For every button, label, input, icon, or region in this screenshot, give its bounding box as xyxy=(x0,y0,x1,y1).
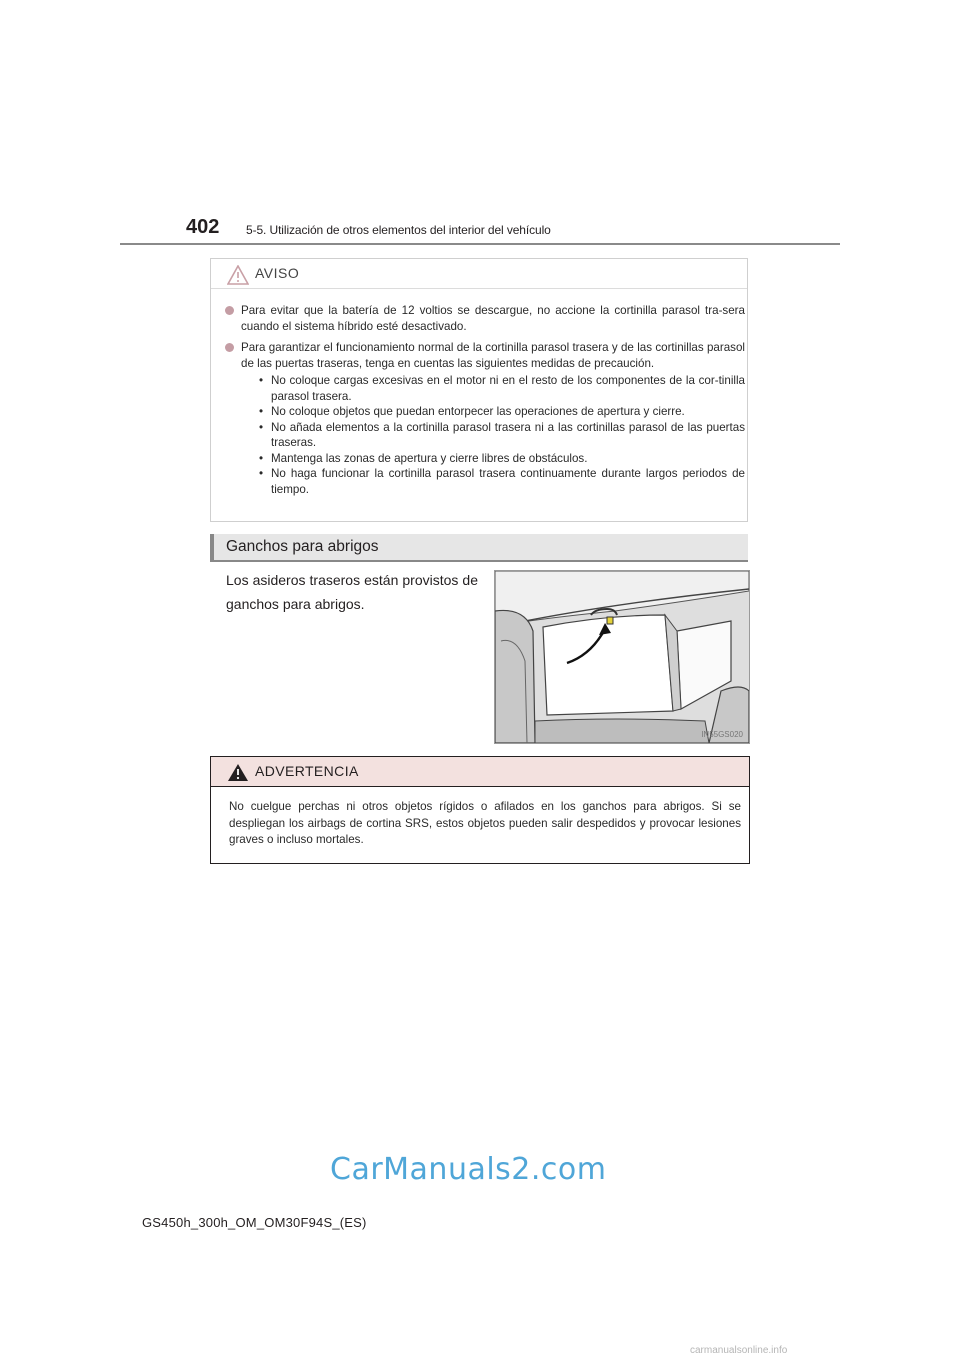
page-number: 402 xyxy=(186,216,220,238)
section-heading xyxy=(210,534,748,562)
watermark: CarManuals2.com xyxy=(330,1152,607,1187)
precaution-item xyxy=(259,373,745,404)
precaution-list xyxy=(259,373,745,497)
caution-bullet xyxy=(225,340,745,497)
section-heading-title: Ganchos para abrigos xyxy=(226,538,379,555)
manual-code: GS450h_300h_OM_OM30F94S_(ES) xyxy=(142,1215,367,1230)
precaution-item-text: No coloque objetos que puedan entorpecer las operaciones de apertura y cierre. xyxy=(271,405,685,418)
coat-hook-illustration xyxy=(494,570,750,744)
caution-box xyxy=(210,258,748,522)
warning-box xyxy=(210,756,750,864)
caution-body xyxy=(225,303,745,503)
warning-header xyxy=(211,757,749,787)
sub-bullet-marker: • xyxy=(259,405,264,418)
caution-header xyxy=(211,259,747,289)
header-divider xyxy=(120,243,840,245)
coat-hooks-description: Los asideros traseros están provistos de ganchos para abrigos. xyxy=(226,572,478,612)
sub-bullet-marker: • xyxy=(259,451,264,465)
precaution-item xyxy=(259,420,745,451)
warning-triangle-icon xyxy=(227,763,249,782)
precaution-item-text: No haga funcionar la cortinilla parasol trasera continuamente durante largos periodos de tiempo. xyxy=(271,467,745,496)
sub-bullet-marker: • xyxy=(259,467,264,480)
precaution-item xyxy=(259,404,745,420)
caution-title: AVISO xyxy=(255,265,300,281)
precaution-item xyxy=(259,466,745,497)
section-heading-underline xyxy=(214,560,748,562)
sub-bullet-marker: • xyxy=(259,420,264,434)
precaution-item-text: Mantenga las zonas de apertura y cierre libres de obstáculos. xyxy=(271,451,588,465)
bullet-dot-icon xyxy=(225,343,234,352)
caution-bullet-text: Para evitar que la batería de 12 voltios se descargue, no accione la cortinilla parasol tra-sera cuando el sistema híbrido esté desactivado. xyxy=(241,304,745,333)
car-interior-drawing-icon xyxy=(495,571,749,743)
precaution-item-text: No añada elementos a la cortinilla parasol trasera ni a las cortinillas parasol de las puertas traseras. xyxy=(271,420,745,449)
watermark-bottom: carmanualsonline.info xyxy=(690,1345,788,1356)
section-title: 5-5. Utilización de otros elementos del interior del vehículo xyxy=(246,223,551,237)
sub-bullet-marker: • xyxy=(259,374,264,387)
bullet-dot-icon xyxy=(225,306,234,315)
image-code: IN55GS020 xyxy=(701,730,743,739)
precaution-item-text: No coloque cargas excesivas en el motor ni en el resto de los componentes de la cor-tinilla parasol trasera. xyxy=(271,374,745,403)
caution-triangle-icon xyxy=(227,265,249,285)
caution-bullet xyxy=(225,303,745,334)
warning-title: ADVERTENCIA xyxy=(255,763,359,779)
warning-body: No cuelgue perchas ni otros objetos rígidos o afilados en los ganchos para abrigos. Si se despliegan los airbags de cortina SRS, estos objetos pueden salir despedidos y provocar lesiones graves o incluso mortales. xyxy=(229,800,741,846)
caution-bullet-text: Para garantizar el funcionamiento normal de la cortinilla parasol trasera y de las cortinillas parasol de las puertas traseras, tenga en cuentas las siguientes medidas de precaución. xyxy=(241,341,745,370)
precaution-item xyxy=(259,451,745,467)
